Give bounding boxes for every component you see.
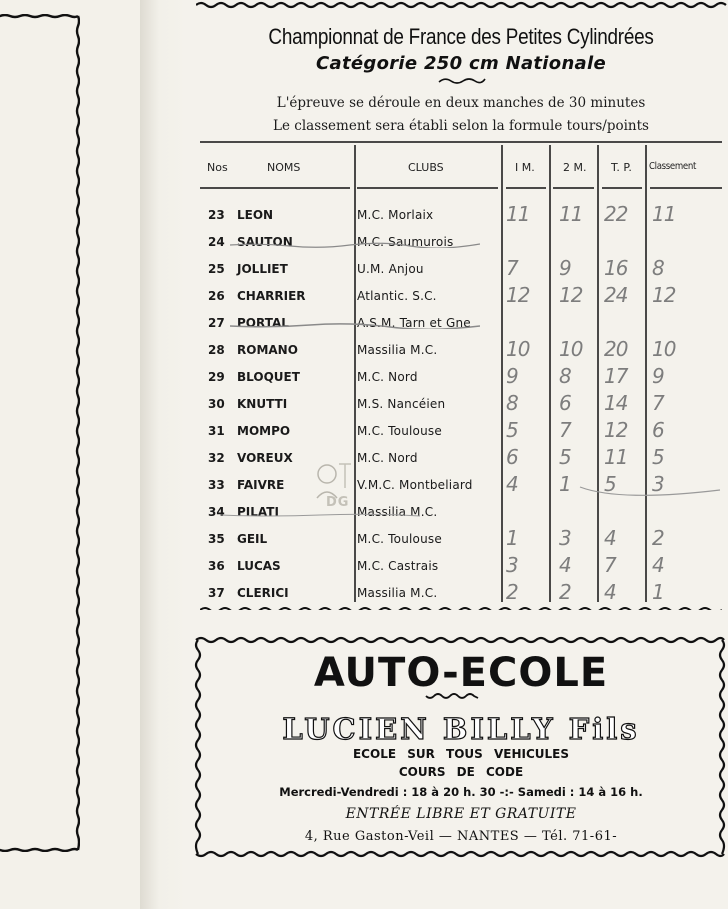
table-row: [200, 366, 722, 390]
rider-number: 35: [208, 532, 225, 546]
left-wavy-frame: [0, 14, 80, 852]
ad-line-entry: ENTRÉE LIBRE ET GRATUITE: [345, 806, 577, 822]
heat1-result: 3: [506, 553, 518, 577]
heat2-result: 9: [559, 256, 571, 280]
heat1-result: 6: [506, 445, 518, 469]
heat2-result: 1: [559, 472, 571, 496]
total-points: 22: [604, 202, 628, 226]
final-rank: 12: [652, 283, 676, 307]
rider-name: GEIL: [237, 532, 268, 546]
total-points: 17: [604, 364, 628, 388]
ad-line-address: 4, Rue Gaston-Veil — NANTES — Tél. 71-61-: [304, 829, 618, 844]
table-row: [200, 420, 722, 444]
rider-name: ROMANO: [237, 343, 298, 357]
final-rank: 4: [652, 553, 664, 577]
rider-club: M.C. Toulouse: [357, 532, 442, 546]
rider-number: 24: [208, 235, 225, 249]
final-rank: 1: [652, 580, 664, 604]
rider-club: M.C. Morlaix: [357, 208, 434, 222]
rider-name: VOREUX: [237, 451, 293, 465]
heat1-result: 7: [506, 256, 518, 280]
heat2-result: 5: [559, 445, 571, 469]
heat1-result: 4: [506, 472, 518, 496]
rider-name: PORTAL: [237, 316, 289, 330]
rider-number: 23: [208, 208, 225, 222]
heat2-result: 12: [559, 283, 583, 307]
final-rank: 5: [652, 445, 664, 469]
rider-club: M.C. Toulouse: [357, 424, 442, 438]
heat1-result: 12: [506, 283, 530, 307]
header-ranking: Classement: [649, 161, 696, 172]
rider-club: Massilia M.C.: [357, 505, 438, 519]
heat1-result: 5: [506, 418, 518, 442]
race-format-text: L'épreuve se déroule en deux manches de 30 minutes: [276, 95, 646, 111]
rider-club: M.C. Nord: [357, 370, 418, 384]
ad-line-code: COURS DE CODE: [398, 765, 524, 779]
header-total-points: T. P.: [611, 161, 632, 174]
rider-number: 28: [208, 343, 225, 357]
heat2-result: 2: [559, 580, 571, 604]
final-rank: 8: [652, 256, 664, 280]
handwritten-strikethrough: [230, 323, 480, 329]
rider-name: JOLLIET: [237, 262, 288, 276]
header-first-heat: I M.: [515, 161, 535, 174]
ranking-rule-text: Le classement sera établi selon la formule tours/points: [273, 118, 649, 134]
final-rank: 10: [652, 337, 676, 361]
heat1-result: 11: [506, 202, 530, 226]
ad-line-hours: Mercredi-Vendredi : 18 à 20 h. 30 -:- Samedi : 14 à 16 h.: [279, 785, 643, 799]
heat1-result: 9: [506, 364, 518, 388]
final-rank: 3: [652, 472, 664, 496]
rider-number: 25: [208, 262, 225, 276]
total-points: 4: [604, 580, 616, 604]
left-page-fragment: [0, 0, 141, 909]
header-names: NOMS: [267, 161, 301, 174]
heat2-result: 8: [559, 364, 571, 388]
top-wavy-border: [196, 0, 728, 10]
final-rank: 6: [652, 418, 664, 442]
heat2-result: 6: [559, 391, 571, 415]
handwritten-strikethrough: [230, 242, 480, 248]
rider-number: 26: [208, 289, 225, 303]
championship-title: Championnat de France des Petites Cylindrées: [268, 24, 654, 49]
heat1-result: 2: [506, 580, 518, 604]
table-row: [200, 285, 722, 309]
category-subtitle: Catégorie 250 cm Nationale: [316, 53, 606, 74]
final-rank: 2: [652, 526, 664, 550]
page-gutter: [140, 0, 188, 909]
rider-name: SAUTON: [237, 235, 293, 249]
table-row: [200, 528, 722, 552]
rider-number: 33: [208, 478, 225, 492]
rider-club: V.M.C. Montbeliard: [357, 478, 473, 492]
heat2-result: 10: [559, 337, 583, 361]
table-row: [200, 393, 722, 417]
rider-number: 36: [208, 559, 225, 573]
header-swash-ornament: [437, 76, 487, 86]
heat2-result: 4: [559, 553, 571, 577]
rider-club: A.S.M. Tarn et Gne: [357, 316, 471, 330]
ad-business-name: LUCIEN BILLY Fils: [282, 712, 640, 746]
total-points: 12: [604, 418, 628, 442]
total-points: 16: [604, 256, 628, 280]
header-numbers: Nos: [207, 161, 228, 174]
rider-name: CHARRIER: [237, 289, 306, 303]
heat1-result: 8: [506, 391, 518, 415]
watermark-text: DG: [326, 495, 350, 510]
rider-club: Atlantic. S.C.: [357, 289, 437, 303]
rider-club: M.C. Castrais: [357, 559, 439, 573]
table-row: [200, 501, 722, 525]
rider-number: 30: [208, 397, 225, 411]
rider-name: CLERICI: [237, 586, 289, 600]
rider-name: PILATI: [237, 505, 279, 519]
results-table: [200, 140, 722, 610]
table-row: [200, 204, 722, 228]
rider-club: U.M. Anjou: [357, 262, 424, 276]
total-points: 14: [604, 391, 628, 415]
rider-name: FAIVRE: [237, 478, 285, 492]
table-row: [200, 555, 722, 579]
table-row: [200, 582, 722, 606]
rider-number: 31: [208, 424, 225, 438]
heat2-result: 3: [559, 526, 571, 550]
final-rank: 9: [652, 364, 664, 388]
heat1-result: 10: [506, 337, 530, 361]
total-points: 20: [604, 337, 628, 361]
rider-club: M.C. Saumurois: [357, 235, 454, 249]
header-clubs: CLUBS: [408, 161, 444, 174]
table-row: [200, 312, 722, 336]
table-row: [200, 339, 722, 363]
rider-number: 34: [208, 505, 225, 519]
ad-line-vehicles: ECOLE SUR TOUS VEHICULES: [352, 747, 569, 761]
rider-name: BLOQUET: [237, 370, 300, 384]
total-points: 4: [604, 526, 616, 550]
rider-number: 37: [208, 586, 225, 600]
rider-name: MOMPO: [237, 424, 291, 438]
ad-title: AUTO-ECOLE: [313, 650, 609, 696]
rider-name: KNUTTI: [237, 397, 288, 411]
rider-number: 32: [208, 451, 225, 465]
rider-name: LEON: [237, 208, 274, 222]
heat2-result: 7: [559, 418, 571, 442]
total-points: 24: [604, 283, 628, 307]
table-row: [200, 231, 722, 255]
final-rank: 11: [652, 202, 676, 226]
rider-number: 29: [208, 370, 225, 384]
rider-club: M.S. Nancéien: [357, 397, 446, 411]
table-row: [200, 258, 722, 282]
heat2-result: 11: [559, 202, 583, 226]
rider-number: 27: [208, 316, 225, 330]
table-row: [200, 447, 722, 471]
rider-club: Massilia M.C.: [357, 586, 438, 600]
heat1-result: 1: [506, 526, 518, 550]
header-second-heat: 2 M.: [563, 161, 587, 174]
ad-swash-ornament: [424, 692, 480, 702]
total-points: 7: [604, 553, 616, 577]
rider-club: Massilia M.C.: [357, 343, 438, 357]
final-rank: 7: [652, 391, 664, 415]
total-points: 11: [604, 445, 628, 469]
total-points: 5: [604, 472, 616, 496]
rider-name: LUCAS: [237, 559, 281, 573]
rider-club: M.C. Nord: [357, 451, 418, 465]
table-row: [200, 474, 722, 498]
